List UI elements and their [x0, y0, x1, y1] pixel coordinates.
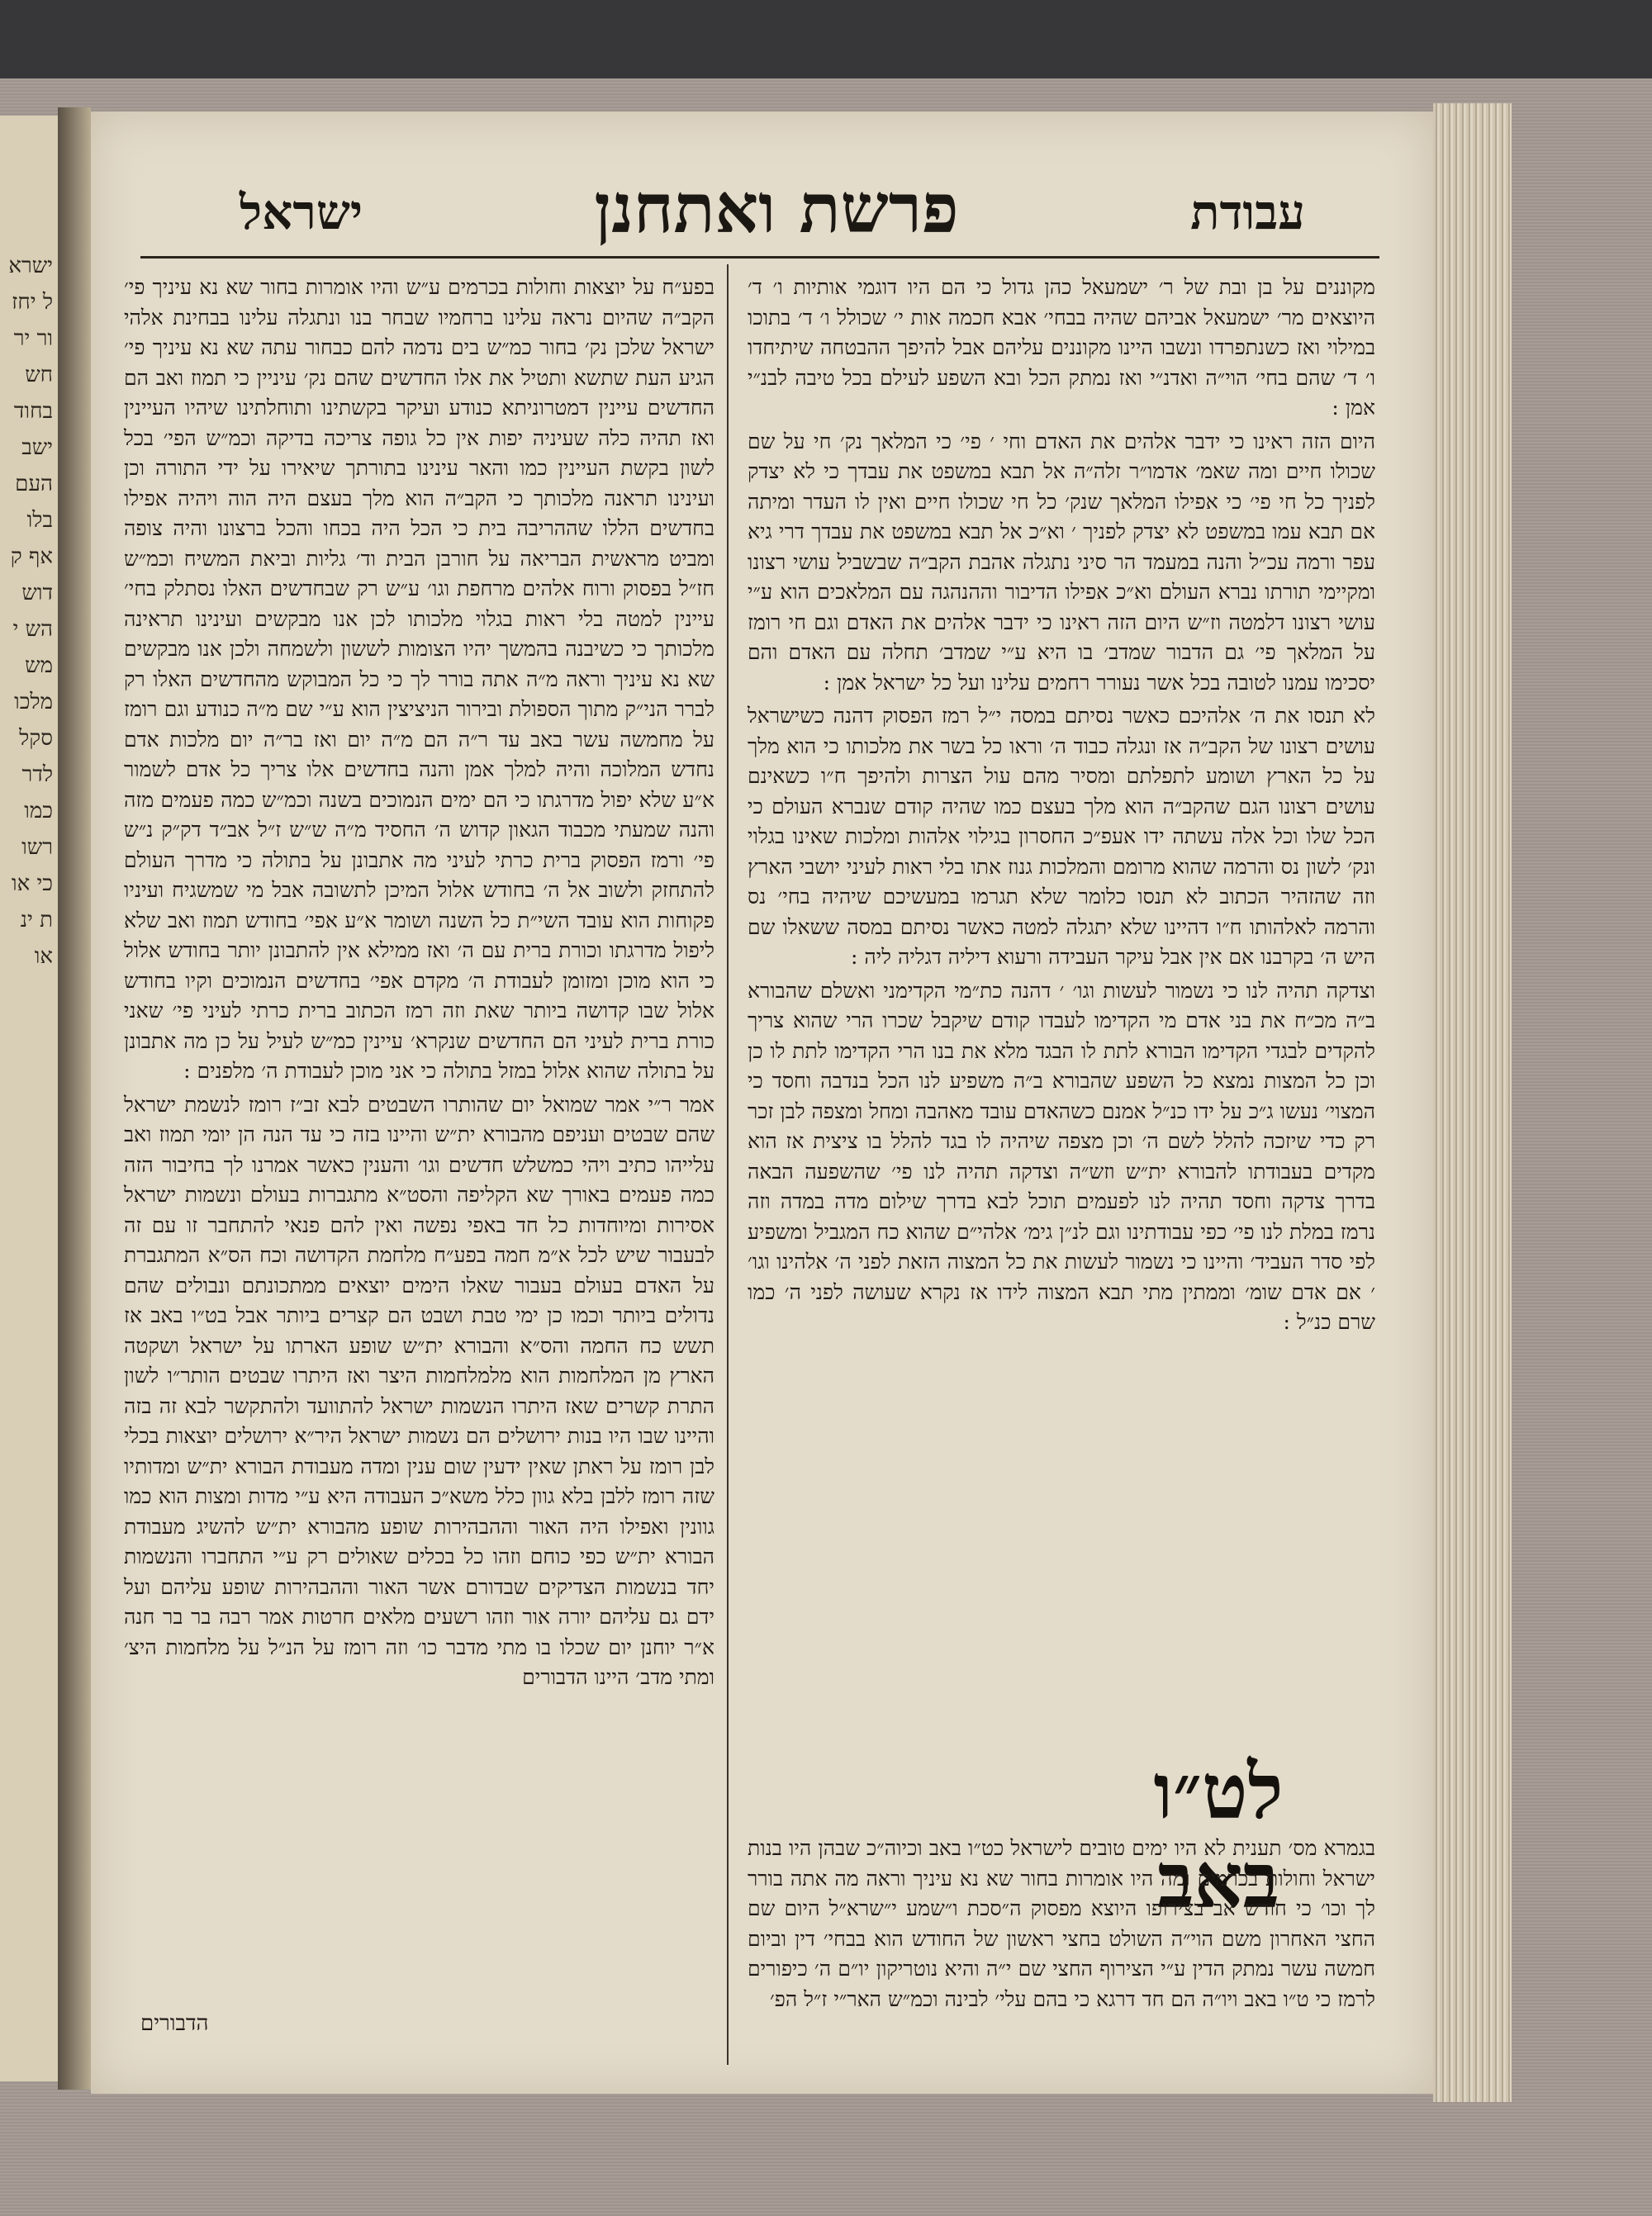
- header-rule: [140, 256, 1379, 259]
- left-column: [124, 273, 714, 1696]
- left-page-edge: [0, 116, 60, 2081]
- page-block-edge: [1433, 103, 1512, 2102]
- right-column: [748, 273, 1375, 1341]
- section-heading: לט״ו באב: [1153, 1747, 1284, 1925]
- paragraph: וצדקה תהיה לנו כי נשמור לעשות וגו׳ ׳ דהנה כת״מי הקדימני ואשלם שהבורא ב״ה מכ״ח את בני אדם מי הקדימו לעבדו קודם שיקבל שכרו הרי שהוא צריך להקדים לבגדי הקדימו הבורא לתת לו הבגד מלא את בנו הרי הקדימו לתת לו כן וכן כל המצות נמצא כל השפע שהבורא ב״ה משפיע לנו הכל בנדבה וחסד כי המצוי׳ נעשו ג״כ על ידו כנ״ל אמנם כשהאדם עובד מאהבה ומחל ומצפה לבן זכר רק כדי שיזכה להלל לשם ה׳ וכן מצפה שיהיה לו בגד להלל בו ציצית אז הוא מקדים בעבודתו להבורא ית״ש וזש״ה וצדקה תהיה לנו פי׳ שהשפעה הבאה בדרך צדקה וחסד תהיה לנו לפעמים תוכל לבא בדרך שילום מדה במדה וזה נרמז במלת לנו פי׳ כפי עבודתינו וגם לנ״ן גימ׳ אלהי״ם שהוא כח המגביל ומשפיע לפי סדר העביד׳ והיינו כי נשמור לעשות את כל המצוה הזאת לפני ה׳ אלהינו וגו׳ ׳ אם אדם שומ׳ וממתין מתי תבא המצוה לידו אז נקרא שעושה לפני ה׳ כמו שרם כנ״ל :: [748, 978, 1375, 1334]
- running-header: [140, 169, 1379, 260]
- page: [91, 112, 1433, 2094]
- catchword: הדבורים: [140, 2011, 209, 2036]
- right-column-lower: [748, 1834, 1375, 2018]
- column-divider: [727, 264, 729, 2065]
- paragraph: בגמרא מס׳ תענית לא היו ימים טובים לישראל כט״ו באב וכיוה״כ שבהן היו בנות ישראל וחולות בכרמים ומה היו אומרות בחור שא נא עיניך וראה מה אתה בורר לך וכו׳ כי חודש אב בצירופו היוצא מפסוק ה״סכת ו״שמע י״שרא״ל היום שם החצי האחרון משם הוי״ה השולט בחצי ראשון של החודש הוא בבחי׳ דין וביום חמשה עשר נמתק הדין ע״י הצירוף החצי שם י״ה והיא נוטריקון יו״ם ה׳ כיפורים לרמז כי ט״ו באב ויו״ה הם חד דרגא כי בהם עלי׳ לבינה וכמ״ש האר״י ז״ל הפ׳: [748, 1836, 1375, 2011]
- left-page-margin-text: ישראל יחזור ירחש בחוד ישב העם בלו אף קדוש הש ימש מלכו סקל לדר כמו רשו כי אות ינאו: [8, 254, 53, 969]
- book-gutter: [58, 107, 91, 2090]
- header-right: עבודת: [1190, 184, 1305, 240]
- paragraph: בפע״ח על יוצאות וחולות בכרמים ע״ש והיו אומרות בחור שא נא עיניך פי׳ הקב״ה שהיום נראה עלינו ברחמיו שבחר בנו ונתגלה עלינו בבחינת אלהי ישראל שלכן נק׳ בחור כמ״ש בים נדמה להם כבחור עתה שא נא עיניך פי׳ הגיע העת שתשא ותטיל את אלו החדשים שהם נק׳ עיניין כי תמוז ואב הם החדשים עיינין דמטרוניתא כנודע ועיקר בקשתינו ותוחלתינו שיהיו העיינין ואז תהיה כלה שעיניה יפות אין כל גופה צריכה בדיקה וכמ״ש הפי׳ בכל לשון בקשת העיינין כמו והאר עינינו בתורתך שיאירו על ידי התורה וכן ועינינו תראנה מלכותך כי הקב״ה הוא מלך בעצם היה הוה ויהיה אפילו בחדשים הללו שההריבה בית כי הכל היה בכחו והכל ברצונו והיה צופה ומביט מראשית הבריאה על חורבן הבית וד׳ גליות וביאת המשיח וכמ״ש חז״ל בפסוק ורוח אלהים מרחפת וגו׳ ע״ש רק שבחדשים האלו נסתלק בחי׳ עיינין למטה בלי ראות בגלוי מלכותו לכן אנו מבקשים ועינינו תראינה מלכותך כי כשיבנה בהמשך יהיו הצומות לששון ולשמחה ולכן אנו מבקשים שא נא עיניך וראה מ״ה אתה בורר לך כי כל המבוקש מהחדשים האלו רק לברר הני״ק מתוך הספולת ובירור הניציצין הוא ע״י שם מ״ה כנודע וגם רומז על מחמשה עשר באב עד ר״ה הם מ״ה יום ואז בר״ה יום מלכות אדם נחדש המלוכה והיה למלך אמן והנה בחדשים אלו צריך כל אדם לשמור א״ע שלא יפול מדרגתו כי הם ימים הנמוכים בשנה וכמ״ש כמה פעמים מזה והנה שמעתי מכבוד הגאון קדוש ה׳ החסיד מ״ה ש״ש ז״ל אב״ד דק״ק נ״ש פי׳ ורמז הפסוק ברית כרתי לעיני מה אתבונן על בתולה כי מדרך העולם להתחזק ולשוב אל ה׳ בחודש אלול המיכן לתשובה אבל מי שמשגיח ועיניו פקוחות הוא עובד השי״ת כל השנה ושומר א״ע אפי׳ בחודש תמוז ואב שלא ליפול מדרגתו וכורת ברית עם ה׳ ואז ממילא אין להתבונן יותר בחודש אלול כי הוא מוכן ומזומן לעבודת ה׳ מקדם אפי׳ בחדשים הנמוכים וקיו בחודש אלול שבו קדושה ביותר שאת וזה רמז הכתוב ברית כרתי לעיני פי׳ שאני כורת ברית לעיני הם החדשים שנקרא׳ עיינין כמ״ש לעיל על כן מה אתבונן על בתולה שהוא אלול במזל בתולה כי אני מוכן לעבודת ה׳ מלפנים :: [124, 275, 714, 1083]
- paragraph: היום הזה ראינו כי ידבר אלהים את האדם וחי ׳ פי׳ כי המלאך נק׳ חי על שם שכולו חיים ומה שאמ׳ אדמו״ר זלה״ה אל תבא במשפט את עבדך כי לא יצדק לפניך כל חי פי׳ כי אפילו המלאך שנק׳ כל חי שכולו חיים ואין לו העדר ומיתה אם תבא עמו במשפט לא יצדק לפניך ׳ וא״כ אל תבא במשפט את עבדך דרי גיא עפר ורמה עכ״ל והנה במעמד הר סיני נתגלה אהבת הקב״ה שבשביל עושי רצונו ומקיימי תורתו נברא העולם וא״כ אפילו הדיבור וההנהגה עם המלאכים הוא ע״י עושי רצונו דלמטה וז״ש היום הזה ראינו כי ידבר אלהים את האדם וגם חי רומז על המלאך פי׳ גם הדבור שמדב׳ בו היא ע״י שמדב׳ תחלה עם האדם והם יסכימו עמנו לטובה בכל אשר נעורר רחמים עלינו ועל כל ישראל אמן :: [748, 429, 1375, 695]
- paragraph: לא תנסו את ה׳ אלהיכם כאשר נסיתם במסה י״ל רמז הפסוק דהנה כשישראל עושים רצונו של הקב״ה אז ונגלה כבוד ה׳ וראו כל בשר את מלכותו כי הוא מלך על כל הארץ ושומע לתפלתם ומסיר מהם עול הצרות ולהיפך ח״ו כשאינם עושים רצונו הגם שהקב״ה הוא מלך בעצם כמו שהיה קודם שנברא העולם כי הכל שלו וכל אלה עשתה ידו אעפ״כ החסרון בגילוי אלהות ומלכות שאינו בגלוי ונק׳ לשון נס והרמה שהוא מרומם והמלכות גנוז אתו בלי ראות לעיני יושבי הארץ וזה שהזהיר הכתוב לא תנסו כלומר שלא תגרמו במעשיכם שיהיה בחי׳ נס והרמה לאלהותו ח״ו דהיינו שלא יתגלה למטה כאשר נסיתם במסה ששאלו שם היש ה׳ בקרבנו אם אין אבל עיקר העבידה ורעוא דיליה דגליה ליה :: [748, 704, 1375, 969]
- header-title: פרשת ואתחנן: [594, 169, 959, 249]
- paragraph: מקוננים על בן ובת של ר׳ ישמעאל כהן גדול כי הם היו דוגמי אותיות ו׳ ד׳ היוצאים מר׳ ישמעאל אביהם שהיה בבחי׳ אבא חכמה אות י׳ שכולל ו׳ ד׳ בתוכו במילוי ואז כשנתפרדו ונשבו היינו מקוננים עליהם אבל להיפך ההבטחה שיתיחדו ו׳ ד׳ שהם בחי׳ הוי״ה ואדנ״י ואז נמתק הכל ובא השפע לעילם בכל טיבה לבנ״י אמן :: [748, 275, 1375, 420]
- header-left: ישראל: [240, 184, 363, 240]
- paragraph: אמר ר״י אמר שמואל יום שהותרו השבטים לבא זב״ז רומז לנשמת ישראל שהם שבטים ועניפם מהבורא ית״ש והיינו בזה כי עד הנה הן יומי תמוז ואב עלייהו כתיב ויהי כמשלש חדשים וגו׳ והענין כאשר אמרנו לך בחיבור הזה כמה פעמים באורך שא הקליפה והסט״א מתגברות בעולם ונשמות ישראל אסירות ומיוחדות כל חד באפי נפשה ואין להם פנאי להתחבר זו עם זה לבעבור שיש לכל א״מ חמה בפע״ח מלחמת הקדושה וכח הס״א המתגברת על האדם בעולם בעבור שאלו הימים יוצאים ממתכונתם ונבולים שהם נדולים ביותר וכמו כן ימי טבת ושבט הם קצרים ביותר אבל בט״ו באב אז תשש כח החמה והס״א והבורא ית״ש שופע הארתו על ישראל ושקטה הארץ מן המלחמות הוא מלמלחמות היצר ואז היתרו שבטים הותר״ו לשון התרת קשרים שאז היתרו הנשמות ישראל להתוועד ולהתקשר לבא זה בזה והיינו שבו היו בנות ירושלים הם נשמות ישראל היר״א ירושלים יוצאות בכלי לבן רומז על ראתן שאין ידעין שום ענין ומדה מעבודת הבורא ית״ש ומדותיו שזה רומז ללבן בלא גוון כלל משא״כ העבודה היא ע״י מדות ומצות הוא כמו גוונין ואפילו היה האור וההבהירות שופע מהבורא ית״ש להשיג מעבודת הבורא ית״ש כפי כוחם וזהו כל בכלים שאולים רק ע״י התחברו והנשמות יחד בנשמות הצדיקים שבדורם אשר האור וההבהירות שופע עליהם ועל ידם גם עליהם יורה אור וזהו רשעים מלאים חרטות אמר רבה בר בר חנה א״ר יוחנן יום שכלו בו מתי מדבר כו׳ וזה רומז על הנ״ל על מלחמות היצ׳ ומתי מדב׳ היינו הדבורים: [124, 1092, 714, 1689]
